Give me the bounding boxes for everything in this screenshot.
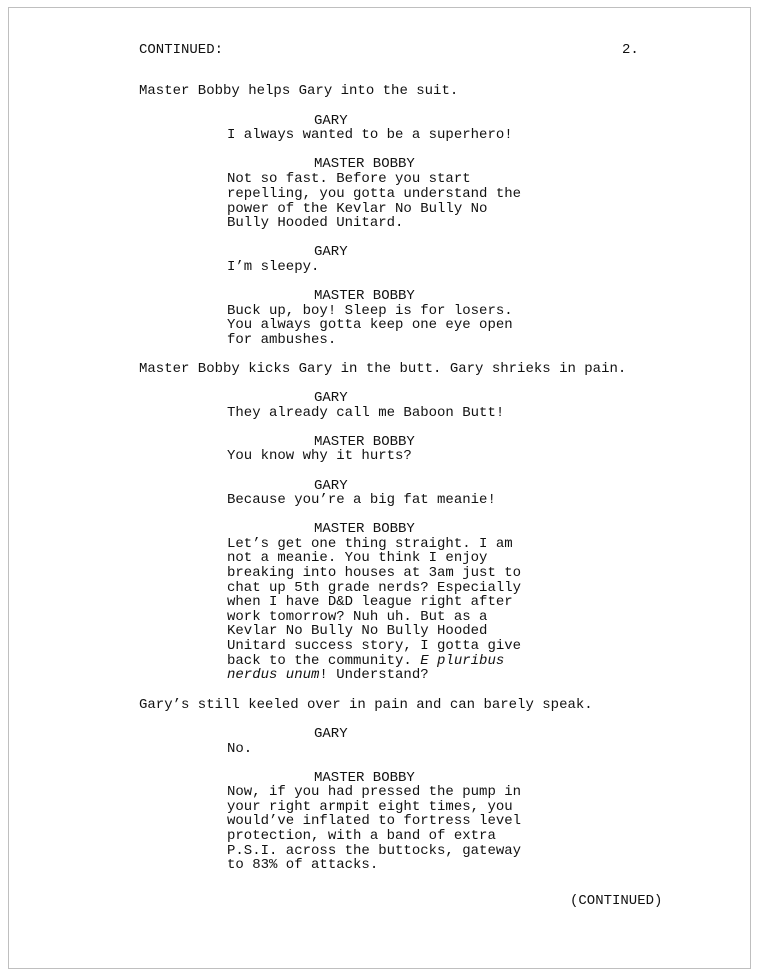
latin-phrase: nerdus unum bbox=[227, 667, 320, 683]
dialogue-line: They already call me Baboon Butt! bbox=[227, 405, 505, 421]
page-number: 2. bbox=[622, 42, 639, 58]
character-cue: GARY bbox=[314, 390, 348, 406]
dialogue-line: Because you’re a big fat meanie! bbox=[227, 492, 496, 508]
dialogue-line: not a meanie. You think I enjoy bbox=[227, 550, 488, 566]
dialogue-line: Kevlar No Bully No Bully Hooded bbox=[227, 623, 488, 639]
character-cue: MASTER BOBBY bbox=[314, 434, 415, 450]
continued-header: CONTINUED: bbox=[139, 42, 224, 58]
dialogue-line: You know why it hurts? bbox=[227, 448, 412, 464]
dialogue-line: when I have D&D league right after bbox=[227, 594, 513, 610]
character-cue: GARY bbox=[314, 244, 348, 260]
continued-footer: (CONTINUED) bbox=[570, 893, 663, 909]
character-cue: GARY bbox=[314, 726, 348, 742]
character-cue: MASTER BOBBY bbox=[314, 156, 415, 172]
dialogue-line: to 83% of attacks. bbox=[227, 857, 379, 873]
dialogue-line: Let’s get one thing straight. I am bbox=[227, 536, 513, 552]
dialogue-line: Not so fast. Before you start bbox=[227, 171, 471, 187]
dialogue-line: Unitard success story, I gotta give bbox=[227, 638, 522, 654]
dialogue-line: breaking into houses at 3am just to bbox=[227, 565, 522, 581]
dialogue-line: chat up 5th grade nerds? Especially bbox=[227, 580, 522, 596]
dialogue-line: Buck up, boy! Sleep is for losers. bbox=[227, 303, 513, 319]
dialogue-line: protection, with a band of extra bbox=[227, 828, 496, 844]
dialogue-line: power of the Kevlar No Bully No bbox=[227, 201, 488, 217]
action-line: Master Bobby kicks Gary in the butt. Gary shrieks in pain. bbox=[139, 361, 627, 377]
dialogue-line: repelling, you gotta understand the bbox=[227, 186, 522, 202]
dialogue-line: for ambushes. bbox=[227, 332, 337, 348]
dialogue-line: Bully Hooded Unitard. bbox=[227, 215, 404, 231]
script-page bbox=[8, 7, 751, 969]
character-cue: MASTER BOBBY bbox=[314, 288, 415, 304]
dialogue-line: Now, if you had pressed the pump in bbox=[227, 784, 522, 800]
character-cue: MASTER BOBBY bbox=[314, 770, 415, 786]
dialogue-line: I’m sleepy. bbox=[227, 259, 320, 275]
dialogue-text: back to the community. bbox=[227, 653, 421, 669]
latin-phrase: E pluribus bbox=[420, 653, 505, 669]
dialogue-line: No. bbox=[227, 741, 253, 757]
dialogue-line: P.S.I. across the buttocks, gateway bbox=[227, 843, 522, 859]
character-cue: GARY bbox=[314, 478, 348, 494]
action-line: Master Bobby helps Gary into the suit. bbox=[139, 83, 459, 99]
dialogue-line bbox=[227, 668, 429, 683]
dialogue-line: work tomorrow? Nuh uh. But as a bbox=[227, 609, 488, 625]
dialogue-line: would’ve inflated to fortress level bbox=[227, 813, 522, 829]
action-line: Gary’s still keeled over in pain and can barely speak. bbox=[139, 697, 593, 713]
character-cue: GARY bbox=[314, 113, 348, 129]
dialogue-line: your right armpit eight times, you bbox=[227, 799, 513, 815]
dialogue-line: You always gotta keep one eye open bbox=[227, 317, 513, 333]
dialogue-text: ! Understand? bbox=[319, 667, 429, 683]
dialogue-line: I always wanted to be a superhero! bbox=[227, 127, 513, 143]
character-cue: MASTER BOBBY bbox=[314, 521, 415, 537]
